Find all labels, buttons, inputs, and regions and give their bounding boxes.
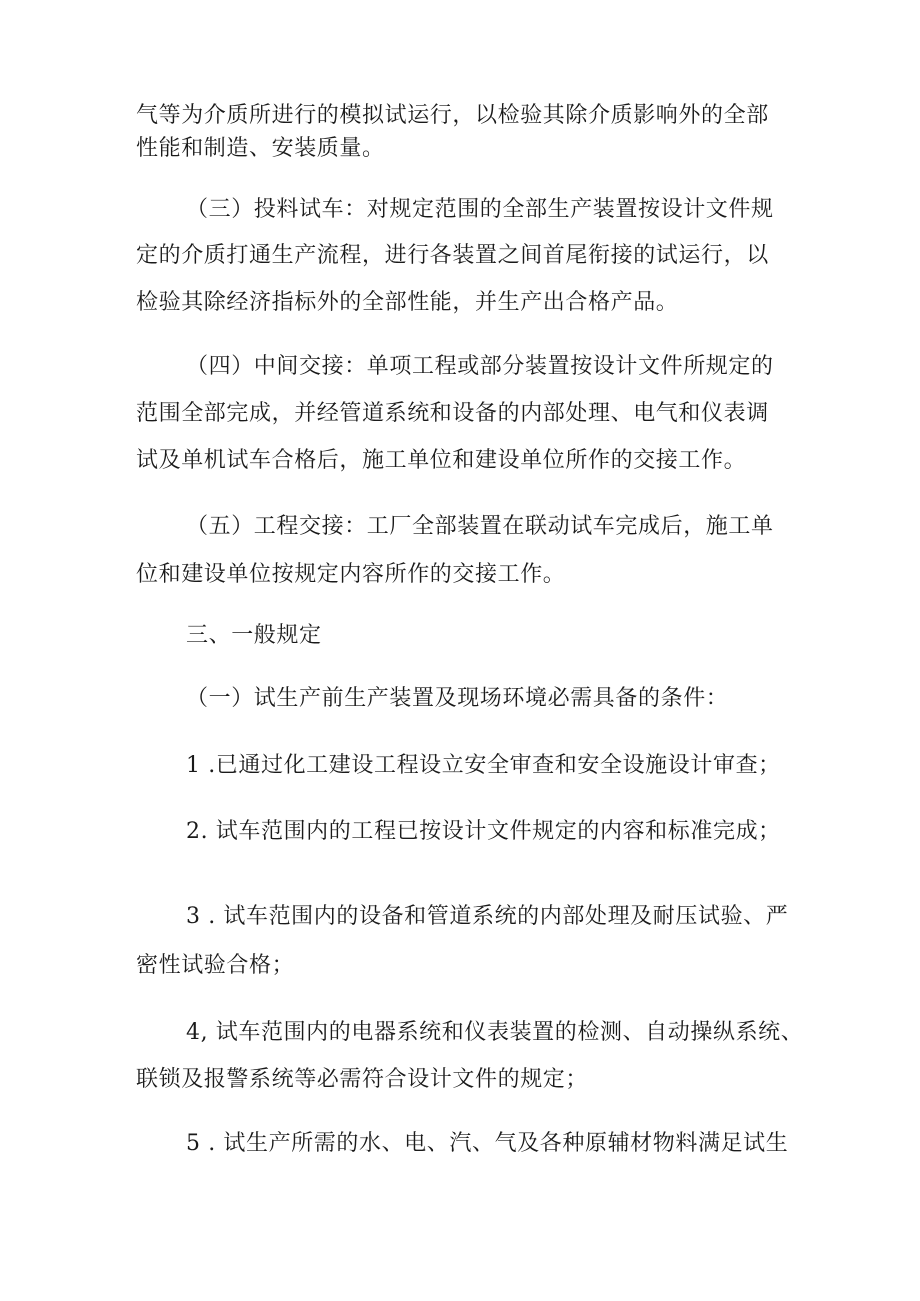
text-line: 试及单机试车合格后，施工单位和建设单位所作的交接工作。: [136, 448, 747, 473]
text-line: 检验其除经济指标外的全部性能，并生产出合格产品。: [136, 290, 679, 315]
text-line: （三）投料试车：对规定范围的全部生产装置按设计文件规: [186, 197, 774, 222]
list-item: 3 . 试车范围内的设备和管道系统的内部处理及耐压试验、严: [186, 904, 789, 929]
text-line: 联锁及报警系统等必需符合设计文件的规定；: [136, 1067, 589, 1092]
list-item: 2. 试车范围内的工程已按设计文件规定的内容和标准完成；: [186, 819, 781, 844]
text-line: 范围全部完成，并经管道系统和设备的内部处理、电气和仪表调: [136, 401, 769, 426]
text-line: （五）工程交接：工厂全部装置在联动试车完成后，施工单: [186, 514, 774, 539]
section-heading: 三、一般规定: [186, 623, 322, 648]
text-line: 气等为介质所进行的模拟试运行，以检验其除介质影响外的全部: [136, 103, 769, 128]
text-line: 位和建设单位按规定内容所作的交接工作。: [136, 562, 566, 587]
list-item: 5 . 试生产所需的水、电、汽、气及各种原辅材物料满足试生: [186, 1131, 789, 1156]
text-line: 密性试验合格；: [136, 953, 295, 978]
text-line: 定的介质打通生产流程，进行各装置之间首尾衔接的试运行，以: [136, 243, 769, 268]
text-line: （一）试生产前生产装置及现场环境必需具备的条件：: [186, 686, 729, 711]
list-item: 4, 试车范围内的电器系统和仪表装置的检测、自动操纵系统、: [186, 1020, 804, 1045]
text-line: （四）中间交接：单项工程或部分装置按设计文件所规定的: [186, 354, 774, 379]
list-item: 1 .已通过化工建设工程设立安全审查和安全设施设计审查；: [186, 753, 781, 778]
text-line: 性能和制造、安装质量。: [136, 136, 385, 161]
